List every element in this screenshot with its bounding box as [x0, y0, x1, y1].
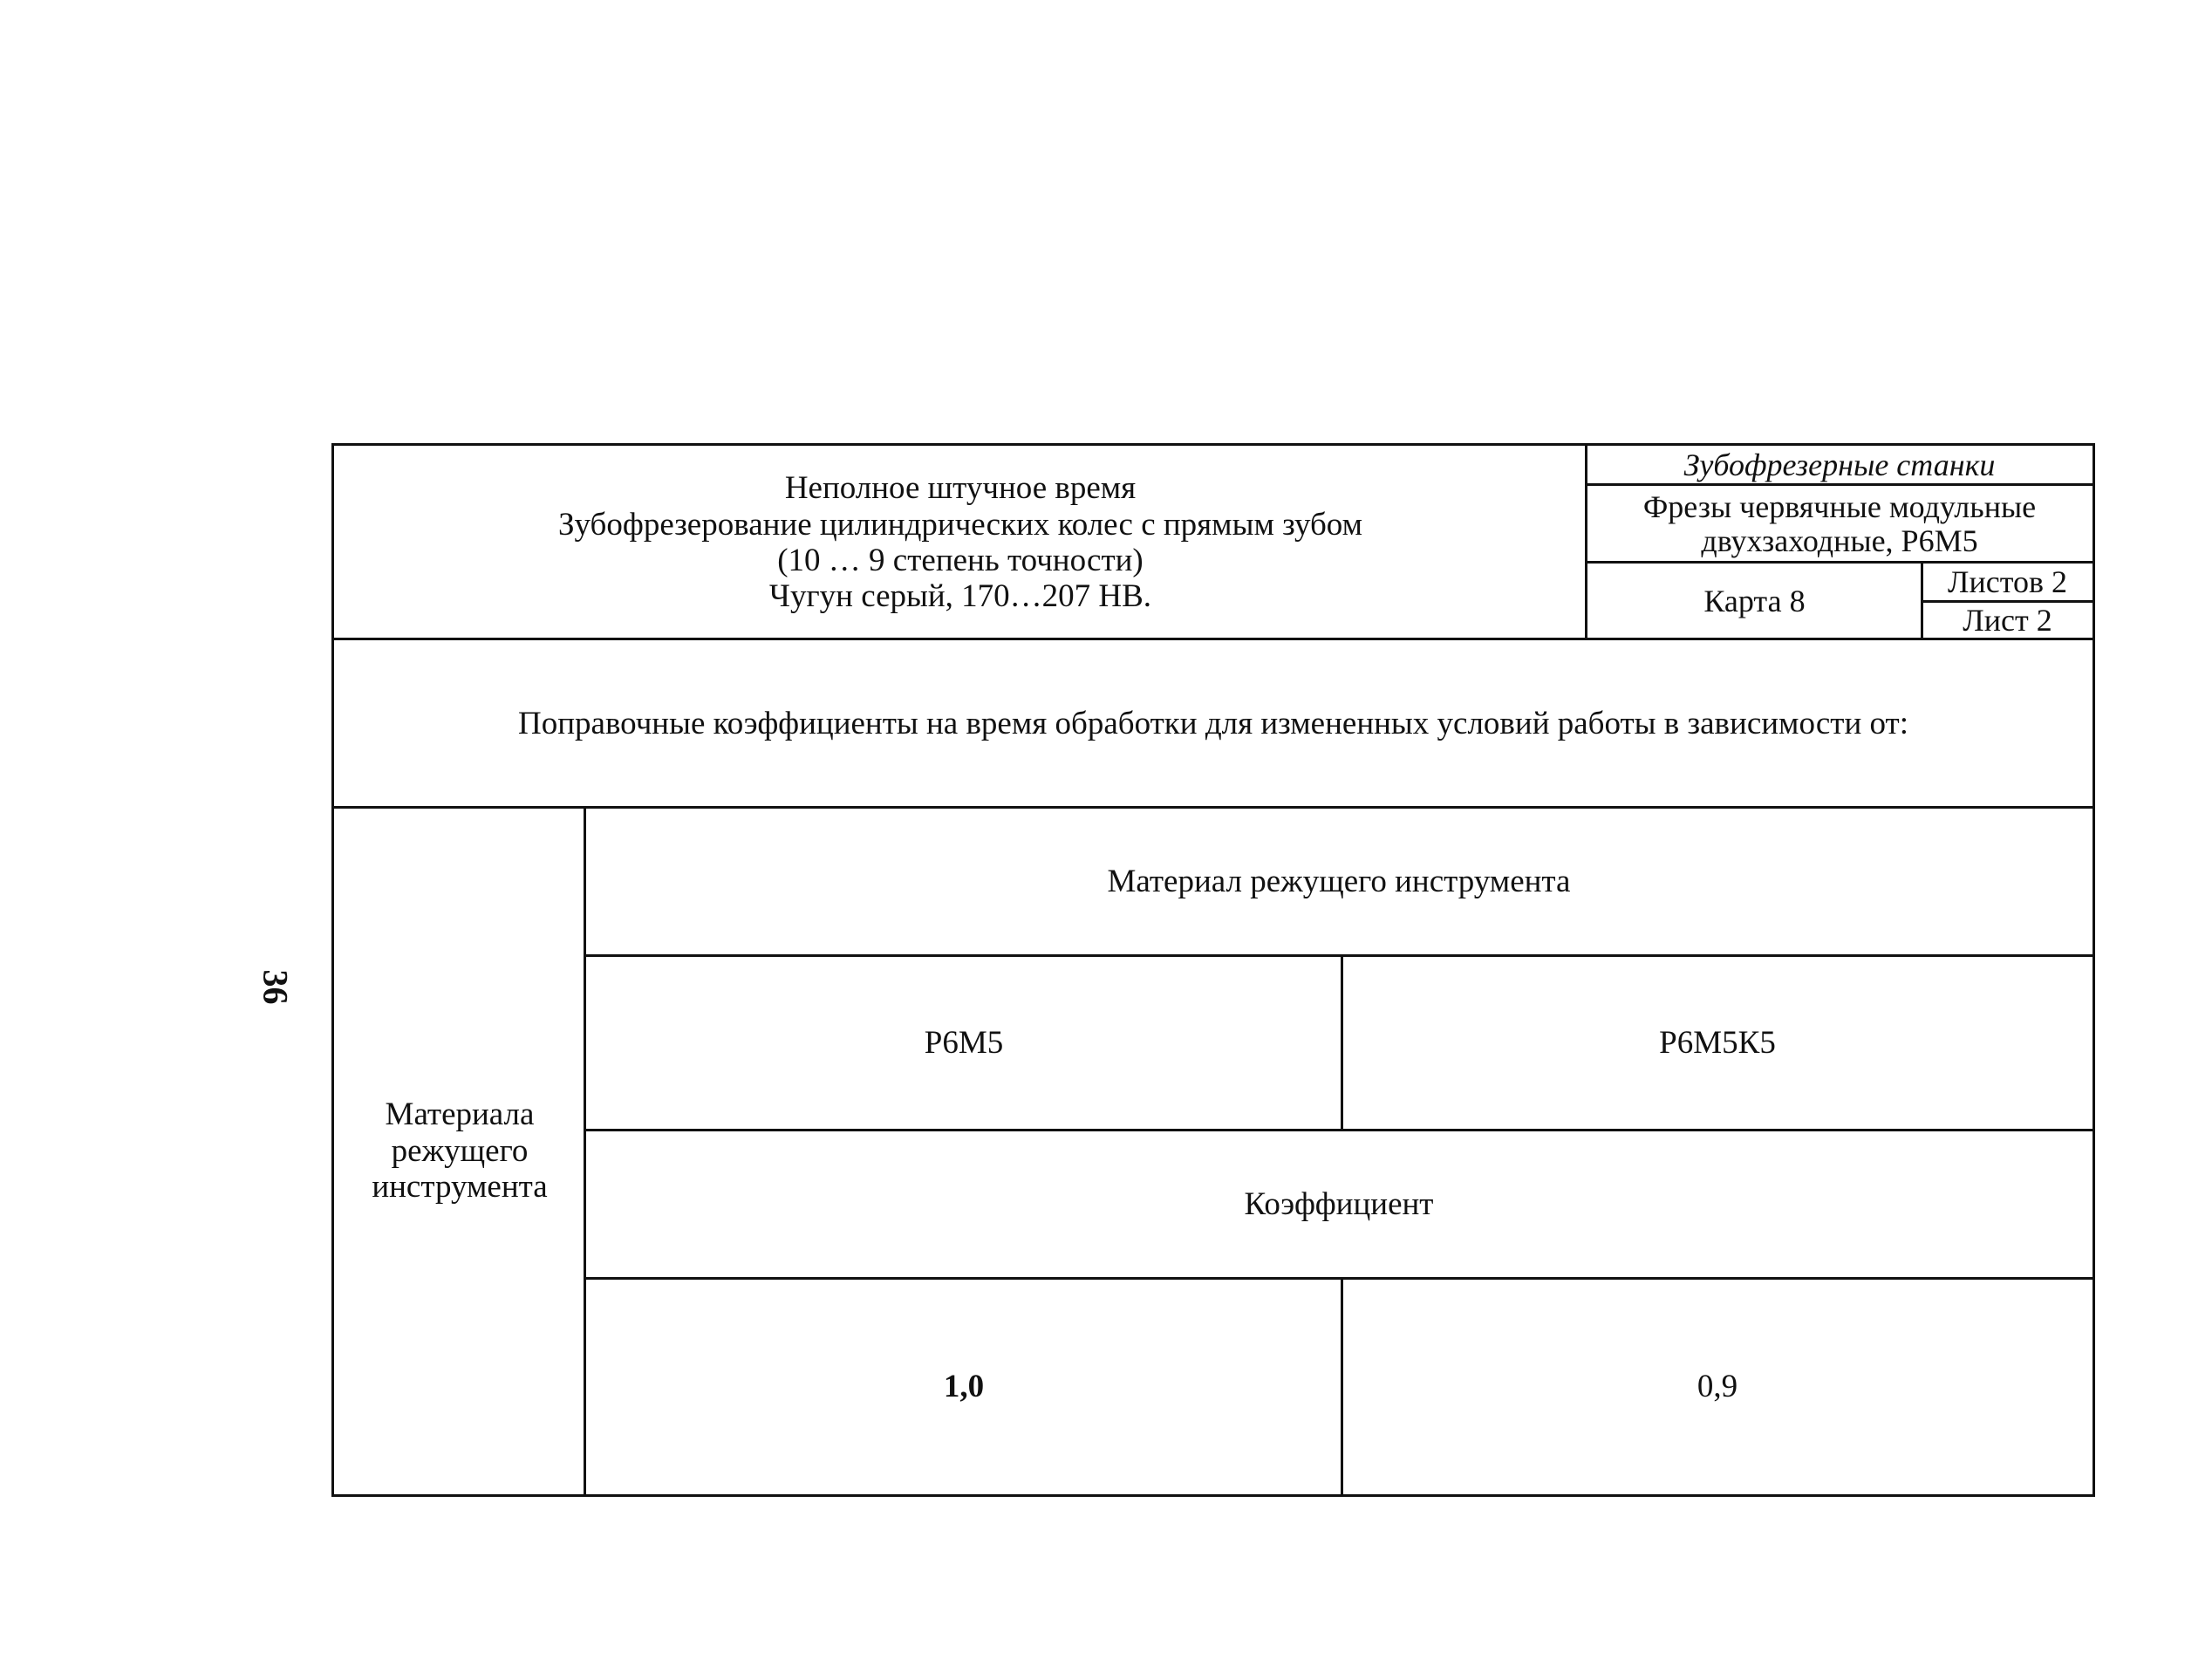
grid-line	[1585, 561, 2093, 564]
intro-text: Поправочные коэффициенты на время обработки для измененных условий работы в зависимости от:	[518, 705, 1908, 741]
value-p6m5k5: 0,9	[1697, 1368, 1738, 1404]
grid-line	[584, 1277, 2093, 1280]
machine-group: Зубофрезерные станки	[1683, 447, 1996, 483]
grid-line	[584, 806, 586, 1494]
group-header: Материал режущего инструмента	[1107, 864, 1571, 900]
card-number: Карта 8	[1703, 583, 1806, 618]
grid-line	[584, 1129, 2093, 1131]
title-line: Зубофрезерование цилиндрических колес с прямым зубом	[557, 506, 1363, 543]
grid-line	[1341, 954, 1343, 1131]
title-line: (10 … 9 степень точности)	[777, 543, 1144, 578]
title-line: Чугун серый, 170…207 НВ.	[768, 578, 1152, 615]
title-line: Неполное штучное время	[784, 470, 1137, 507]
grid-line	[1341, 1277, 1343, 1494]
page-number: 36	[256, 969, 296, 1005]
coefficient-header: Коэффициент	[1244, 1186, 1434, 1223]
sheet-number: Лист 2	[1963, 603, 2052, 639]
tool-type: Фрезы червячные модульные двухзаходные, Р6М5	[1642, 488, 2037, 558]
row-label: Материала режущего инструмента	[372, 1096, 548, 1206]
grid-line	[1921, 600, 2093, 603]
card-title	[334, 446, 1587, 639]
sheets-total: Листов 2	[1948, 564, 2067, 600]
grid-line	[1585, 483, 2093, 486]
value-p6m5: 1,0	[943, 1368, 985, 1404]
grid-line	[584, 954, 2093, 957]
column-header-p6m5: Р6М5	[924, 1025, 1004, 1062]
grid-line	[1585, 446, 1587, 639]
grid-line	[334, 806, 2093, 809]
grid-line	[334, 638, 2093, 640]
normative-card	[331, 443, 2095, 1497]
column-header-p6m5k5: Р6М5К5	[1659, 1025, 1776, 1062]
